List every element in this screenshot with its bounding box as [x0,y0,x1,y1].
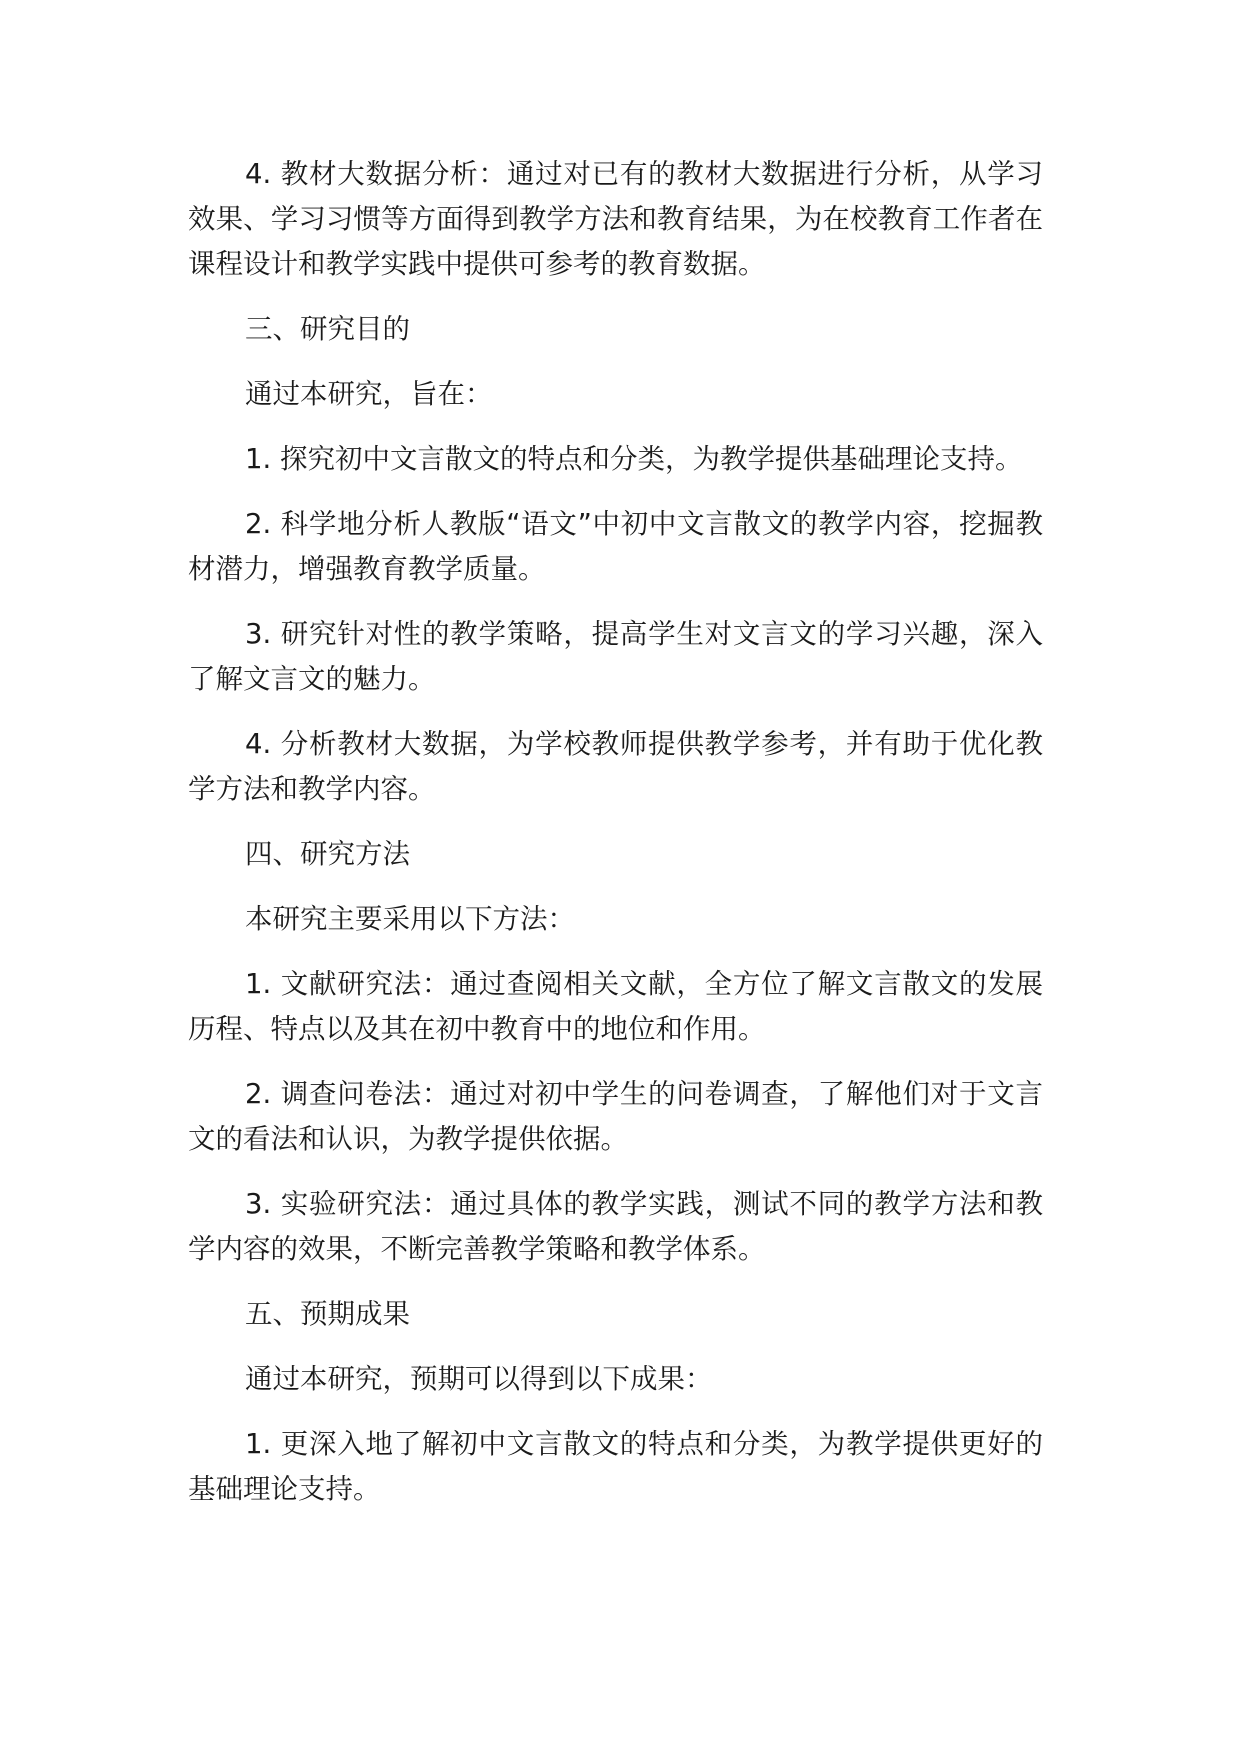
section-heading-research-purpose: 三、研究目的 [245,313,410,345]
purpose-item-4: 4. 分析教材大数据，为学校教师提供教学参考，并有助于优化教学方法和教学内容。 [188,728,1043,805]
method-item-2: 2. 调查问卷法：通过对初中学生的问卷调查，了解他们对于文言文的看法和认识，为教学提供依据。 [188,1078,1043,1155]
purpose-item-1: 1. 探究初中文言散文的特点和分类，为教学提供基础理论支持。 [245,443,1023,475]
section-heading-research-methods: 四、研究方法 [245,838,410,870]
result-item-1: 1. 更深入地了解初中文言散文的特点和分类，为教学提供更好的基础理论支持。 [188,1428,1043,1505]
list-item-textbook-data-analysis: 4. 教材大数据分析：通过对已有的教材大数据进行分析，从学习效果、学习习惯等方面得到教学方法和教育结果，为在校教育工作者在课程设计和教学实践中提供可参考的教育数据。 [188,158,1043,280]
section-intro-methods: 本研究主要采用以下方法： [245,903,575,935]
section-heading-expected-results: 五、预期成果 [245,1298,410,1330]
purpose-item-3: 3. 研究针对性的教学策略，提高学生对文言文的学习兴趣，深入了解文言文的魅力。 [188,618,1043,695]
section-intro-purpose: 通过本研究，旨在： [245,378,493,410]
document-body [188,152,1043,1532]
purpose-item-2: 2. 科学地分析人教版“语文”中初中文言散文的教学内容，挖掘教材潜力，增强教育教学质量。 [188,508,1043,585]
section-intro-results: 通过本研究，预期可以得到以下成果： [245,1363,713,1395]
method-item-1: 1. 文献研究法：通过查阅相关文献，全方位了解文言散文的发展历程、特点以及其在初中教育中的地位和作用。 [188,968,1043,1045]
method-item-3: 3. 实验研究法：通过具体的教学实践，测试不同的教学方法和教学内容的效果，不断完善教学策略和教学体系。 [188,1188,1043,1265]
